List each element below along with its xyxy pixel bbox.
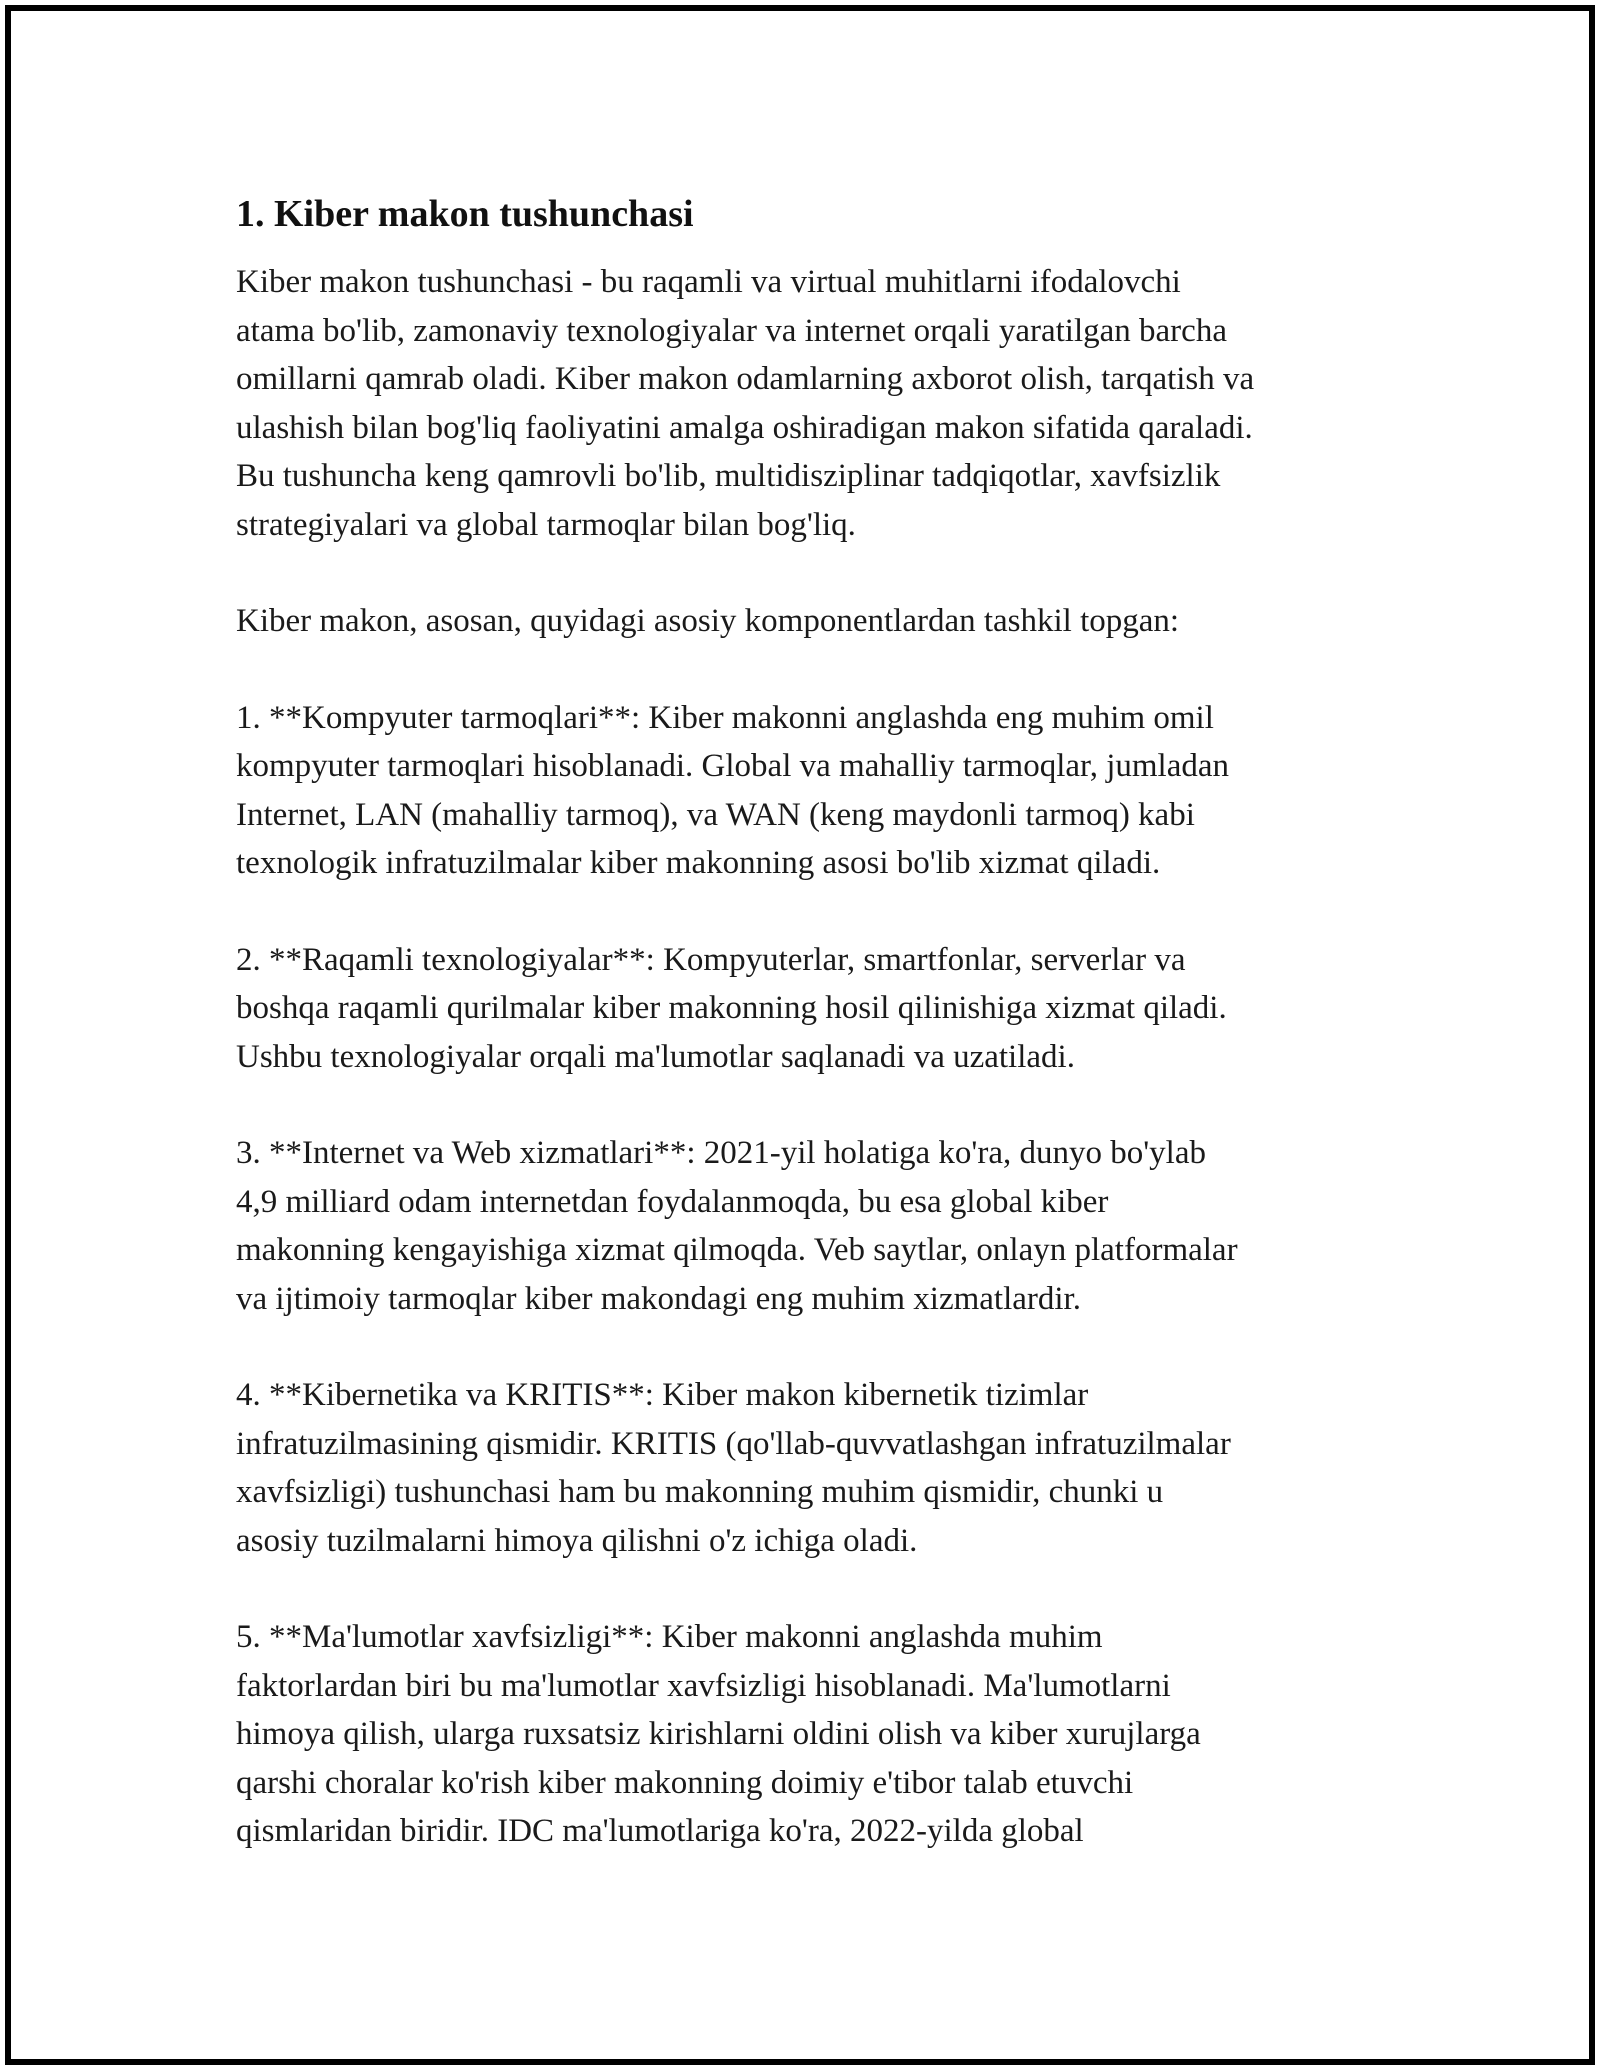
paragraph-line: 5. **Ma'lumotlar xavfsizligi**: Kiber makonni anglashda muhim: [236, 1619, 1103, 1655]
paragraph: [236, 258, 1386, 549]
paragraph-line: qarshi choralar ko'rish kiber makonning doimiy e'tibor talab etuvchi: [236, 1764, 1134, 1801]
paragraph-line: 4,9 milliard odam internetdan foydalanmoqda, bu esa global kiber: [236, 1183, 1109, 1220]
paragraph-line: infratuzilmasining qismidir. KRITIS (qo'llab-quvvatlashgan infratuzilmalar: [236, 1425, 1231, 1462]
paragraph: [236, 597, 1386, 646]
paragraph-line: Kiber makon, asosan, quyidagi asosiy komponentlardan tashkil topgan:: [236, 603, 1180, 639]
paragraph: [236, 1371, 1386, 1565]
paragraph-line: qismlaridan biridir. IDC ma'lumotlariga ko'ra, 2022-yilda global: [236, 1813, 1084, 1849]
paragraph-line: 2. **Raqamli texnologiyalar**: Kompyuterlar, smartfonlar, serverlar va: [236, 941, 1186, 978]
paragraph-line: Kiber makon tushunchasi - bu raqamli va virtual muhitlarni ifodalovchi: [236, 264, 1181, 300]
paragraph-line: va ijtimoiy tarmoqlar kiber makondagi eng muhim xizmatlardir.: [236, 1280, 1081, 1317]
paragraph: [236, 936, 1386, 1082]
paragraph-line: Internet, LAN (mahalliy tarmoq), va WAN (keng maydonli tarmoq) kabi: [236, 796, 1195, 833]
paragraph-line: strategiyalari va global tarmoqlar bilan bog'liq.: [236, 506, 856, 543]
paragraph-line: boshqa raqamli qurilmalar kiber makonning hosil qilinishiga xizmat qiladi.: [236, 990, 1227, 1026]
paragraph-line: texnologik infratuzilmalar kiber makonning asosi bo'lib xizmat qiladi.: [236, 845, 1161, 881]
paragraph-line: xavfsizligi) tushunchasi ham bu makonning muhim qismidir, chunki u: [236, 1474, 1164, 1510]
paragraph-line: asosiy tuzilmalarni himoya qilishni o'z ichiga oladi.: [236, 1522, 918, 1559]
paragraph-line: faktorlardan biri bu ma'lumotlar xavfsizligi hisoblanadi. Ma'lumotlarni: [236, 1667, 1171, 1704]
paragraph-line: himoya qilish, ularga ruxsatsiz kirishlarni oldini olish va kiber xurujlarga: [236, 1716, 1201, 1752]
paragraph-line: ulashish bilan bog'liq faoliyatini amalga oshiradigan makon sifatida qaraladi.: [236, 409, 1253, 446]
paragraph-list: [236, 258, 1386, 1856]
paragraph-line: 1. **Kompyuter tarmoqlari**: Kiber makonni anglashda eng muhim omil: [236, 699, 1214, 736]
section-heading: 1. Kiber makon tushunchasi: [236, 193, 694, 235]
paragraph: [236, 1613, 1386, 1856]
paragraph-line: makonning kengayishiga xizmat qilmoqda. Veb saytlar, onlayn platformalar: [236, 1232, 1238, 1268]
document-body: [236, 190, 1386, 1904]
paragraph-line: 3. **Internet va Web xizmatlari**: 2021-yil holatiga ko'ra, dunyo bo'ylab: [236, 1135, 1206, 1171]
paragraph: [236, 694, 1386, 888]
paragraph-line: atama bo'lib, zamonaviy texnologiyalar va internet orqali yaratilgan barcha: [236, 312, 1227, 349]
paragraph: [236, 1129, 1386, 1323]
paragraph-line: omillarni qamrab oladi. Kiber makon odamlarning axborot olish, tarqatish va: [236, 361, 1255, 397]
paragraph-line: kompyuter tarmoqlari hisoblanadi. Global va mahalliy tarmoqlar, jumladan: [236, 748, 1229, 784]
paragraph-line: 4. **Kibernetika va KRITIS**: Kiber makon kibernetik tizimlar: [236, 1377, 1089, 1413]
paragraph-line: Ushbu texnologiyalar orqali ma'lumotlar saqlanadi va uzatiladi.: [236, 1038, 1075, 1075]
paragraph-line: Bu tushuncha keng qamrovli bo'lib, multidisziplinar tadqiqotlar, xavfsizlik: [236, 458, 1221, 494]
